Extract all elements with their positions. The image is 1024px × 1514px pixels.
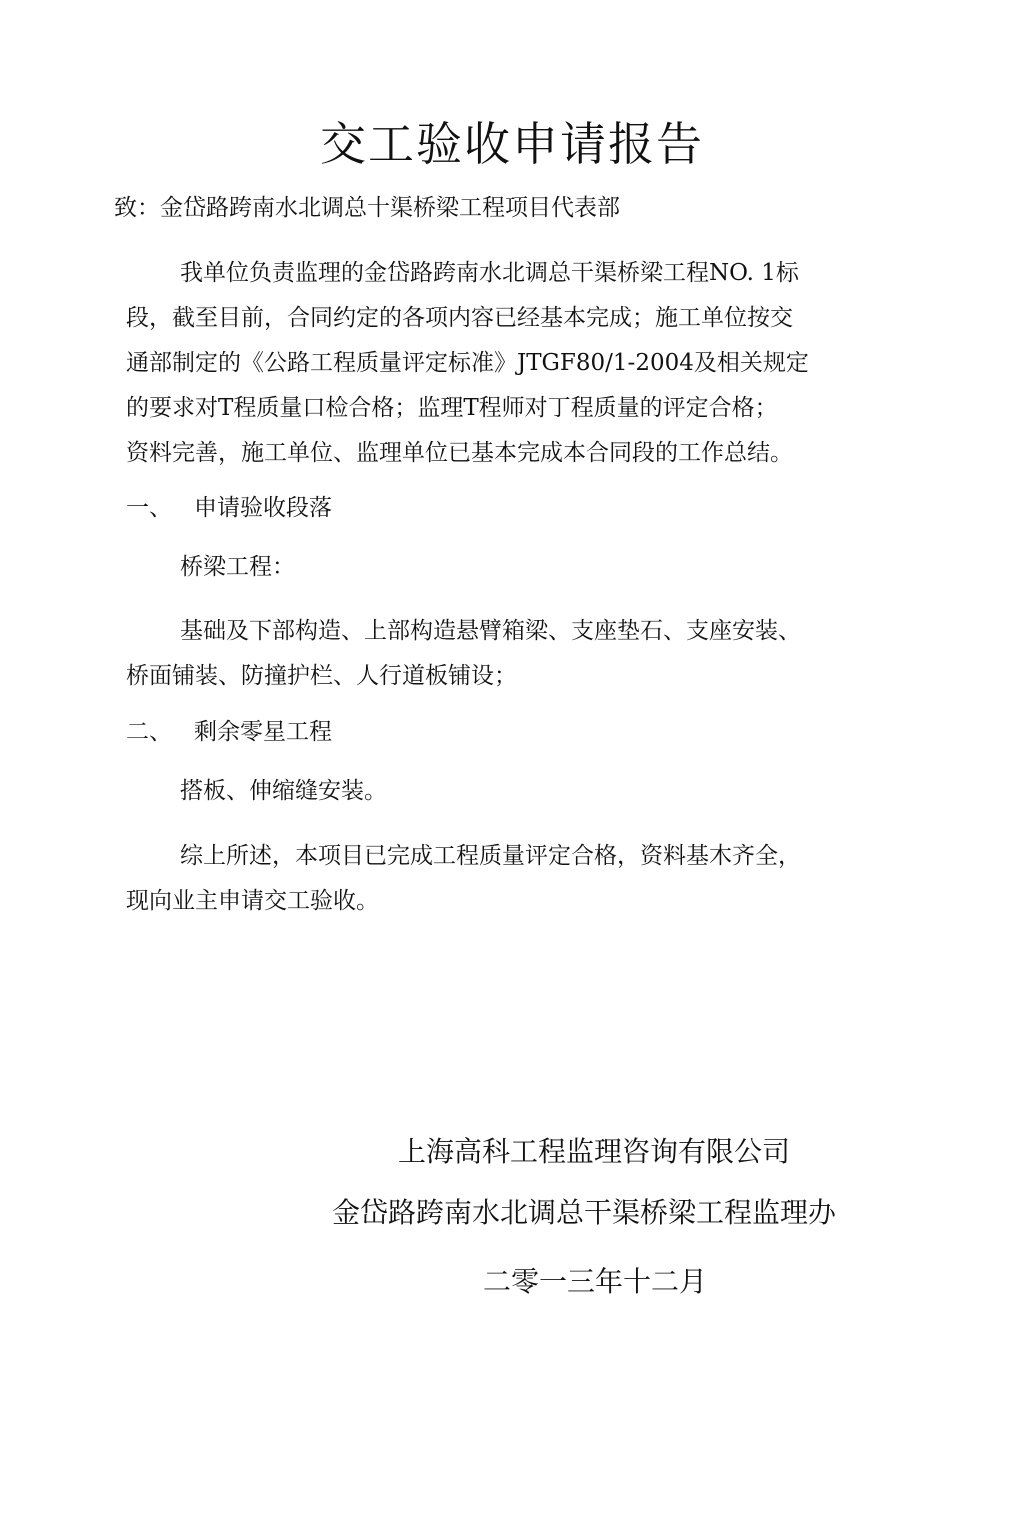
recipient-line: 致：金岱路跨南水北调总十渠桥梁工程项目代表部 xyxy=(114,195,620,221)
section-1-heading xyxy=(126,493,332,523)
items-line: 基础及下部构造、上部构造悬臂箱梁、支座垫石、支座安装、 xyxy=(180,618,801,644)
body-line: 的要求对T程质量口检合格；监理T程师对丁程质量的评定合格； xyxy=(126,395,778,421)
section-2-number: 二、 xyxy=(126,719,172,745)
items-line: 桥面铺装、防撞护栏、人行道板铺设； xyxy=(126,663,517,689)
summary-line: 综上所述，本项目已完成工程质量评定合格，资料基木齐全， xyxy=(180,843,801,869)
body-line: 段，截至目前，合同约定的各项内容已经基本完成；施工单位按交 xyxy=(126,305,793,331)
signature-office: 金岱路跨南水北调总干渠桥梁工程监理办 xyxy=(332,1196,837,1229)
summary-paragraph xyxy=(126,834,801,924)
section-1-subheading: 桥梁工程： xyxy=(180,554,295,580)
signature-company: 上海高科工程监理咨询有限公司 xyxy=(398,1135,791,1168)
body-paragraph xyxy=(126,251,846,476)
signature-date: 二零一三年十二月 xyxy=(483,1265,708,1298)
body-line: 资料完善，施工单位、监理单位已基本完成本合同段的工作总结。 xyxy=(126,440,793,466)
body-line: 我单位负责监理的金岱路跨南水北调总干渠桥梁工程NO. 1标 xyxy=(180,260,799,286)
section-2-content: 搭板、伸缩缝安装。 xyxy=(180,778,387,804)
section-2-heading xyxy=(126,717,332,747)
section-1-number: 一、 xyxy=(126,495,172,521)
section-1-title: 申请验收段落 xyxy=(194,495,332,521)
document-title: 交工验收申请报告 xyxy=(320,117,704,171)
summary-line: 现向业主申请交工验收。 xyxy=(126,888,379,914)
section-1-items xyxy=(126,609,801,699)
section-2-title: 剩余零星工程 xyxy=(194,719,332,745)
body-line: 通部制定的《公路工程质量评定标准》JTGF80/1-2004及相关规定 xyxy=(126,350,809,376)
